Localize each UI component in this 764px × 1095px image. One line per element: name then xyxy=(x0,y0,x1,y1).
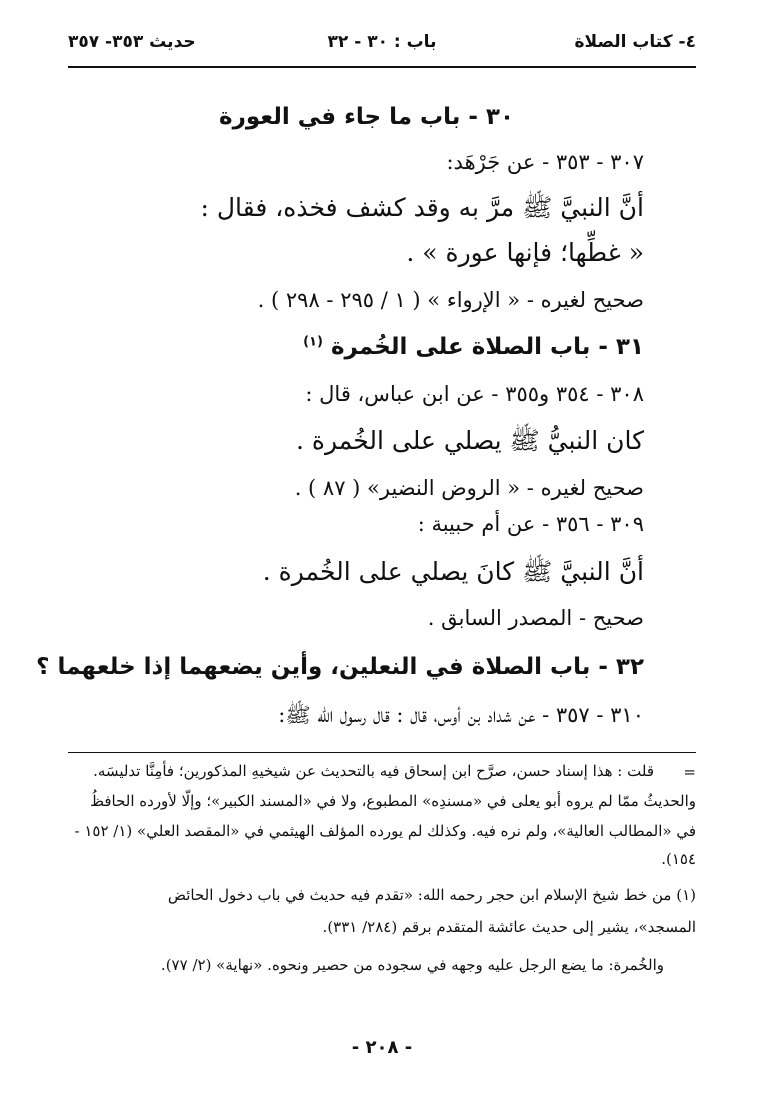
chapter-heading-32: ٣٢ - باب الصلاة في النعلين، وأين يضعهما إذا خلعهما ؟ xyxy=(36,654,644,680)
hadith-310-reference: ٣١٠ - ٣٥٧ - عن شداد بن أوس، قال : قال رسول الله ﷺ: xyxy=(278,703,644,727)
header-hadith-range: حديث ٣٥٣- ٣٥٧ xyxy=(68,32,196,52)
running-header xyxy=(68,30,696,58)
chapter-heading-31 xyxy=(303,334,644,360)
hadith-308-reference: ٣٠٨ - ٣٥٤ و٣٥٥ - عن ابن عباس، قال : xyxy=(305,382,644,406)
chapter-heading-30: ٣٠ - باب ما جاء في العورة xyxy=(219,104,514,130)
hadith-307-text-line2: « غطِّها؛ فإنها عورة » . xyxy=(406,238,644,267)
footnote-continuation-line1: قلت : هذا إسناد حسن، صرَّح ابن إسحاق فيه بالتحديث عن شيخيهِ المذكورين؛ فأمِنَّا تدليسَه. xyxy=(93,762,654,780)
page-number: - ٢٠٨ - xyxy=(351,1037,413,1058)
header-section: باب : ٣٠ - ٣٢ xyxy=(327,32,437,52)
footnote-continuation-line2: والحديثُ ممّا لم يروه أبو يعلى في «مسندِه» المطبوع، ولا في «المسند الكبير»؛ وإلّا لأورده الحافظُ xyxy=(90,792,696,810)
hadith-308-grade: صحيح لغيره - « الروض النضير» ( ٨٧ ) . xyxy=(294,476,644,500)
hadith-307-grade: صحيح لغيره - « الإرواء » ( ١ / ٢٩٥ - ٢٩٨ ) . xyxy=(257,288,644,312)
footnote-separator xyxy=(68,752,696,753)
footnote-continuation-line3: في «المطالب العالية»، ولم نره فيه. وكذلك لم يورده المؤلف الهيثمي في «المقصد العلي» (١/ ١٥٢ - xyxy=(74,822,696,840)
hadith-307-text-line1: أنَّ النبيَّ ﷺ مرَّ به وقد كشف فخذه، فقال : xyxy=(200,193,644,222)
footnote-1-line2: المسجد»، يشير إلى حديث عائشة المتقدم برقم (٢٨٤/ ٣٣١). xyxy=(322,918,696,936)
footnote-continuation-mark: = xyxy=(683,763,696,781)
footnote-1-line3: والخُمرة: ما يضع الرجل عليه وجهه في سجوده من حصير ونحوه. «نهاية» (٢/ ٧٧). xyxy=(160,956,664,974)
hadith-307-reference: ٣٠٧ - ٣٥٣ - عن جَرْهَد: xyxy=(446,150,644,174)
footnote-marker: (١) xyxy=(303,334,323,350)
footnote-continuation-line4: ١٥٤). xyxy=(661,850,696,868)
hadith-309-text: أنَّ النبيَّ ﷺ كانَ يصلي على الخُمرة . xyxy=(262,557,644,586)
chapter-heading-31-text: ٣١ - باب الصلاة على الخُمرة xyxy=(330,334,644,360)
hadith-309-grade: صحيح - المصدر السابق . xyxy=(427,606,644,630)
hadith-308-text: كان النبيُّ ﷺ يصلي على الخُمرة . xyxy=(295,426,644,455)
hadith-309-reference: ٣٠٩ - ٣٥٦ - عن أم حبيبة : xyxy=(417,512,644,536)
footnote-1-line1: (١) من خط شيخ الإسلام ابن حجر رحمه الله: «تقدم فيه حديث في باب دخول الحائض xyxy=(167,886,696,904)
header-chapter: ٤- كتاب الصلاة xyxy=(574,32,696,52)
header-rule xyxy=(68,66,696,68)
